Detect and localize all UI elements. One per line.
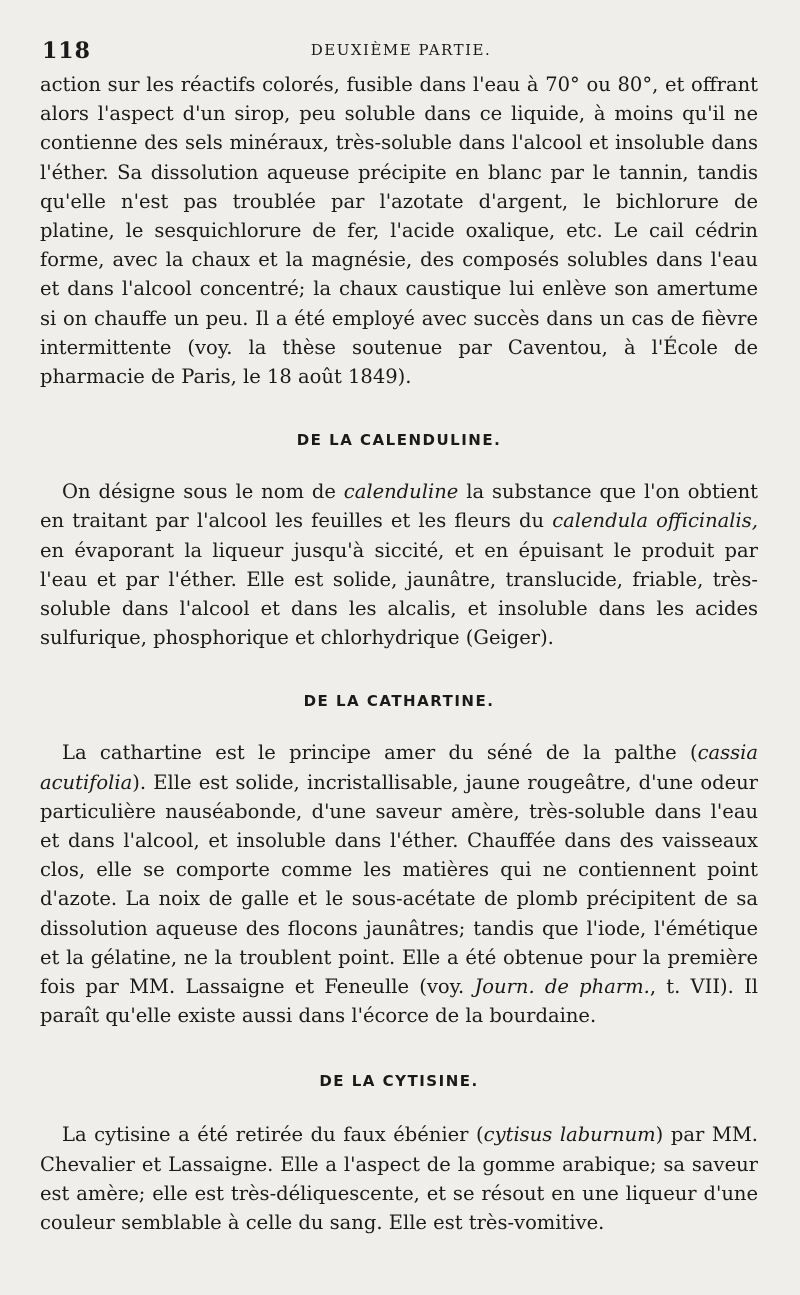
page-header: [42, 38, 760, 66]
italic-term: Journ. de pharm.: [474, 975, 650, 999]
paragraph-calenduline: [40, 477, 758, 652]
text-run: La cathartine est le principe amer du séné de la palthe (: [62, 741, 698, 765]
text-run: La cytisine a été retirée du faux ébénier (: [62, 1123, 484, 1147]
paragraph-cathartine: [40, 738, 758, 1030]
section-heading-cathartine: DE LA CATHARTINE.: [303, 692, 495, 711]
continued-paragraph: action sur les réactifs colorés, fusible dans l'eau à 70° ou 80°, et offrant alors l'aspect d'un sirop, peu soluble dans ce liquide, à moins qu'il ne contienne des sels minéraux, très-soluble dans l'alcool et insoluble dans l'éther. Sa dissolution aqueuse précipite en blanc par le tannin, tandis qu'elle n'est pas troublée par l'azotate d'argent, le bichlorure de platine, le sesquichlorure de fer, l'acide oxalique, etc. Le cail cédrin forme, avec la chaux et la magnésie, des composés solubles dans l'eau et dans l'alcool concentré; la chaux caustique lui enlève son amertume si on chauffe un peu. Il a été employé avec succès dans un cas de fièvre intermittente (voy. la thèse soutenue par Caventou, à l'École de pharmacie de Paris, le 18 août 1849).: [40, 73, 758, 389]
text-run: ). Elle est solide, incristallisable, jaune rougeâtre, d'une odeur particulière nauséabonde, d'une saveur amère, très-soluble dans l'eau et dans l'alcool, et insoluble dans l'éther. Chauffée dans des vaisseaux clos, elle se comporte comme les matières qui ne contiennent point d'azote. La noix de galle et le sous-acétate de plomb précipitent de sa dissolution aqueuse des flocons jaunâtres; tandis que l'iode, l'émétique et la gélatine, ne la troublent point. Elle a été obtenue pour la première fois par MM. Lassaigne et Feneulle (voy.: [40, 770, 758, 999]
text-run: en évaporant la liqueur jusqu'à siccité, et en épuisant le produit par l'eau et par l'éther. Elle est solide, jaunâtre, translucide, friable, très-soluble dans l'alcool et dans les alcalis, et insoluble dans les acides sulfurique, phosphorique et chlorhydrique (Geiger).: [40, 538, 758, 650]
paragraph-cytisine: [40, 1120, 758, 1237]
section-heading-cytisine: DE LA CYTISINE.: [319, 1072, 479, 1091]
italic-term: calendula officinalis,: [552, 509, 758, 533]
italic-term: calenduline: [343, 480, 459, 504]
page-body: [40, 70, 758, 1237]
italic-term: cassia acutifolia: [40, 741, 758, 794]
page-number: 118: [42, 38, 91, 64]
text-run: , t. VII). Il paraît qu'elle existe aussi dans l'écorce de la bourdaine.: [40, 975, 759, 1028]
italic-term: cytisus laburnum: [483, 1123, 656, 1147]
text-run: ) par MM. Chevalier et Lassaigne. Elle a l'aspect de la gomme arabique; sa saveur est amère; elle est très-déliquescente, et se résout en une liqueur d'une couleur semblable à celle du sang. Elle est très-vomitive.: [40, 1123, 758, 1235]
section-heading-calenduline: DE LA CALENDULINE.: [296, 431, 502, 450]
text-run: la substance que l'on obtient en traitant par l'alcool les feuilles et les fleurs du: [40, 480, 758, 533]
running-head: DEUXIÈME PARTIE.: [310, 41, 492, 59]
text-run: On désigne sous le nom de: [62, 480, 344, 504]
